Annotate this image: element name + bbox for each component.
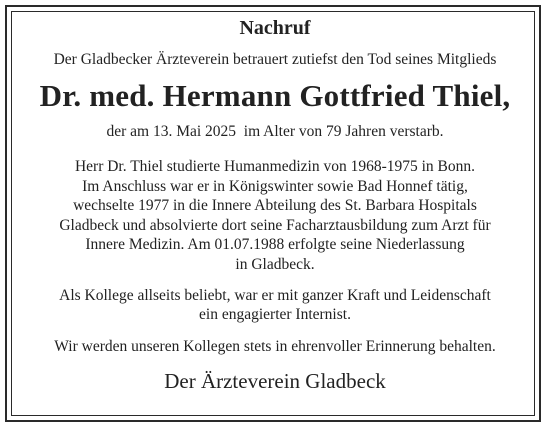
closing-line: Wir werden unseren Kollegen stets in ehrenvoller Erinnerung behalten.	[54, 337, 496, 355]
biography	[14, 157, 536, 275]
notice-intro: Der Gladbecker Ärzteverein betrauert zutiefst den Tod seines Mitglieds	[53, 51, 497, 68]
biography-line: wechselte 1977 in die Innere Abteilung des St. Barbara Hospitals	[73, 197, 477, 215]
notice-heading: Nachruf	[239, 17, 311, 39]
biography-line: in Gladbeck.	[235, 255, 315, 273]
biography-line: Innere Medizin. Am 01.07.1988 erfolgte seine Niederlassung	[85, 236, 465, 254]
death-date-line: der am 13. Mai 2025 im Alter von 79 Jahren verstarb.	[106, 123, 444, 140]
signature: Der Ärzteverein Gladbeck	[164, 368, 386, 393]
tribute	[14, 286, 536, 325]
biography-line: Herr Dr. Thiel studierte Humanmedizin von 1968-1975 in Bonn.	[74, 158, 476, 175]
obituary-notice	[14, 14, 536, 394]
deceased-name: Dr. med. Hermann Gottfried Thiel,	[39, 78, 511, 113]
biography-line: Im Anschluss war er in Königswinter sowie Bad Honnef tätig,	[82, 177, 468, 195]
tribute-line: Als Kollege allseits beliebt, war er mit ganzer Kraft und Leidenschaft	[59, 286, 491, 304]
tribute-line: ein engagierter Internist.	[199, 306, 351, 324]
biography-line: Gladbeck und absolvierte dort seine Facharztausbildung zum Arzt für	[59, 216, 491, 234]
